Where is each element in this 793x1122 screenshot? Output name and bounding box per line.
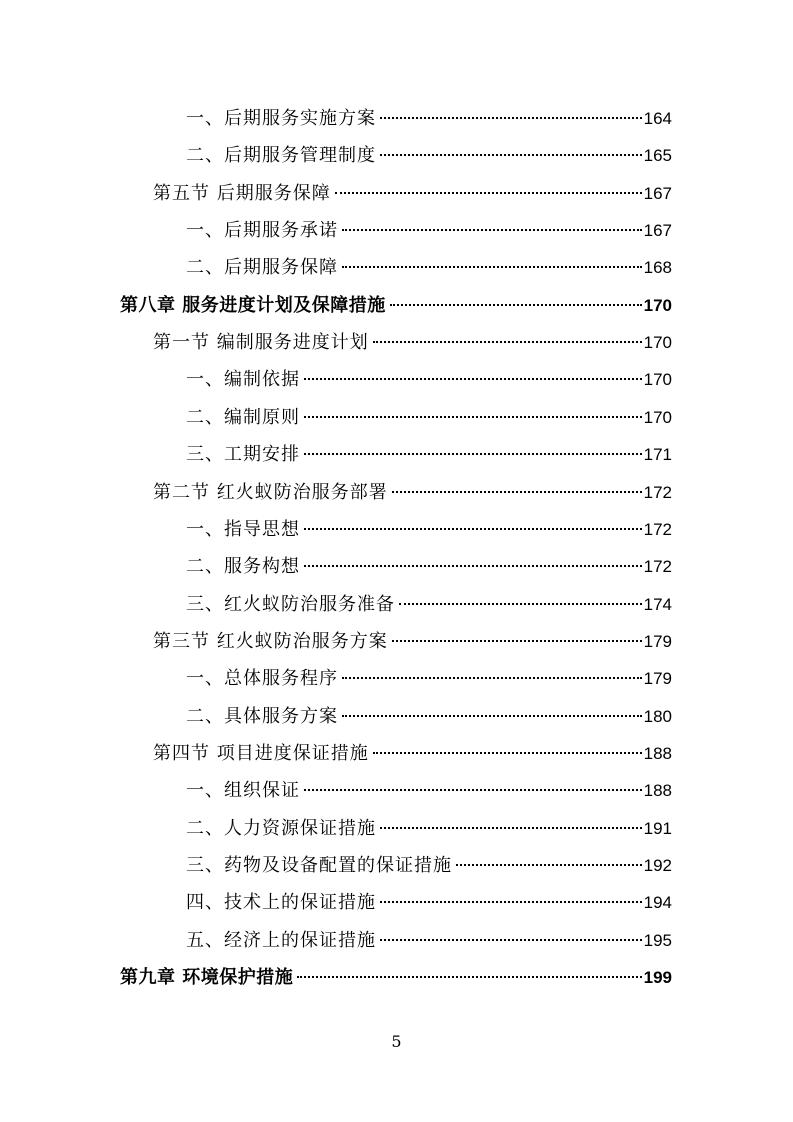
toc-entry-page: 174: [643, 594, 672, 614]
toc-entry-title: 第四节 项目进度保证措施: [153, 742, 369, 764]
toc-dot-leader: [380, 900, 642, 903]
toc-entry-title: 二、服务构想: [186, 556, 300, 578]
toc-entry-page: 188: [643, 781, 672, 801]
toc-entry-title: 第八章 服务进度计划及保障措施: [120, 294, 386, 316]
toc-entry-page: 165: [643, 146, 672, 166]
toc-dot-leader: [380, 153, 642, 156]
toc-entry-title: 第九章 环境保护措施: [120, 967, 294, 989]
toc-dot-leader: [399, 602, 642, 605]
toc-subsection-entry[interactable]: [186, 403, 672, 433]
toc-entry-title: 一、后期服务承诺: [186, 220, 338, 242]
toc-entry-title: 三、药物及设备配置的保证措施: [186, 855, 452, 876]
toc-entry-page: 192: [643, 856, 672, 875]
toc-dot-leader: [342, 676, 642, 679]
toc-section-entry[interactable]: [153, 627, 672, 657]
toc-entry-page: 179: [643, 631, 672, 651]
toc-entry-page: 179: [643, 669, 672, 689]
toc-entry-title: 二、人力资源保证措施: [186, 817, 376, 839]
toc-entry-title: 一、编制依据: [186, 369, 300, 391]
toc-subsection-entry[interactable]: [186, 926, 672, 956]
toc-entry-page: 195: [643, 930, 672, 950]
toc-section-entry[interactable]: [153, 739, 672, 769]
toc-chapter-entry[interactable]: [120, 963, 672, 993]
toc-entry-page: 167: [643, 221, 672, 241]
page-number: 5: [391, 1032, 402, 1051]
toc-dot-leader: [304, 527, 642, 530]
toc-entry-title: 四、技术上的保证措施: [186, 892, 376, 914]
toc-entry-page: 172: [643, 519, 672, 539]
toc-entry-title: 一、指导思想: [186, 518, 300, 540]
toc-entry-page: 164: [643, 109, 672, 128]
toc-subsection-entry[interactable]: [186, 104, 672, 134]
toc-entry-title: 第一节 编制服务进度计划: [153, 332, 369, 354]
toc-dot-leader: [342, 228, 642, 231]
toc-entry-page: 171: [643, 445, 672, 465]
toc-dot-leader: [390, 303, 642, 306]
toc-entry-title: 五、经济上的保证措施: [186, 929, 376, 951]
toc-subsection-entry[interactable]: [186, 365, 672, 395]
toc-entry-title: 第二节 红火蚁防治服务部署: [153, 481, 388, 503]
toc-entry-title: 第三节 红火蚁防治服务方案: [153, 630, 388, 652]
toc-dot-leader: [380, 826, 642, 829]
toc-dot-leader: [304, 415, 642, 418]
toc-entry-page: 191: [643, 818, 672, 838]
toc-entry-page: 180: [643, 706, 672, 726]
toc-dot-leader: [304, 564, 642, 567]
toc-subsection-entry[interactable]: [186, 664, 672, 694]
toc-entry-title: 一、后期服务实施方案: [186, 108, 376, 129]
toc-subsection-entry[interactable]: [186, 141, 672, 171]
toc-section-entry[interactable]: [153, 328, 672, 358]
toc-subsection-entry[interactable]: [186, 552, 672, 582]
toc-entry-page: 167: [643, 183, 672, 203]
toc-dot-leader: [373, 751, 642, 754]
toc-subsection-entry[interactable]: [186, 440, 672, 470]
toc-entry-page: 172: [643, 482, 672, 502]
toc-entry-page: 170: [643, 370, 672, 390]
toc-subsection-entry[interactable]: [186, 776, 672, 806]
toc-entry-title: 二、具体服务方案: [186, 705, 338, 727]
toc-dot-leader: [342, 265, 642, 268]
toc-dot-leader: [380, 116, 642, 119]
toc-entry-page: 199: [643, 968, 672, 988]
toc-entry-title: 三、工期安排: [186, 444, 300, 466]
toc-dot-leader: [392, 490, 642, 493]
toc-dot-leader: [392, 639, 642, 642]
toc-dot-leader: [373, 340, 642, 343]
toc-entry-page: 172: [643, 557, 672, 577]
toc-entry-page: 170: [643, 407, 672, 427]
toc-entry-title: 三、红火蚁防治服务准备: [186, 593, 395, 615]
toc-subsection-entry[interactable]: [186, 253, 672, 283]
toc-entry-title: 二、编制原则: [186, 406, 300, 428]
toc-subsection-entry[interactable]: [186, 590, 672, 620]
toc-subsection-entry[interactable]: [186, 216, 672, 246]
toc-entry-page: 170: [643, 333, 672, 353]
toc-entry-title: 第五节 后期服务保障: [153, 182, 331, 204]
toc-section-entry[interactable]: [153, 478, 672, 508]
toc-dot-leader: [304, 452, 642, 455]
toc-entry-title: 二、后期服务管理制度: [186, 145, 376, 167]
toc-subsection-entry[interactable]: [186, 888, 672, 918]
toc-dot-leader: [456, 863, 642, 866]
toc-entry-title: 一、总体服务程序: [186, 668, 338, 690]
toc-section-entry[interactable]: [153, 179, 672, 209]
toc-dot-leader: [380, 938, 642, 941]
toc-chapter-entry[interactable]: [120, 291, 672, 321]
toc-dot-leader: [304, 377, 642, 380]
toc-subsection-entry[interactable]: [186, 702, 672, 732]
toc-entry-title: 二、后期服务保障: [186, 257, 338, 279]
toc-subsection-entry[interactable]: [186, 851, 672, 881]
toc-entry-page: 168: [643, 258, 672, 278]
toc-dot-leader: [335, 191, 642, 194]
toc-entry-title: 一、组织保证: [186, 780, 300, 802]
toc-dot-leader: [304, 788, 642, 791]
toc-entry-page: 188: [643, 743, 672, 763]
toc-entry-page: 194: [643, 893, 672, 913]
toc-dot-leader: [342, 714, 642, 717]
toc-subsection-entry[interactable]: [186, 515, 672, 545]
toc-subsection-entry[interactable]: [186, 814, 672, 844]
toc-entry-page: 170: [643, 295, 672, 315]
toc-dot-leader: [297, 975, 641, 978]
